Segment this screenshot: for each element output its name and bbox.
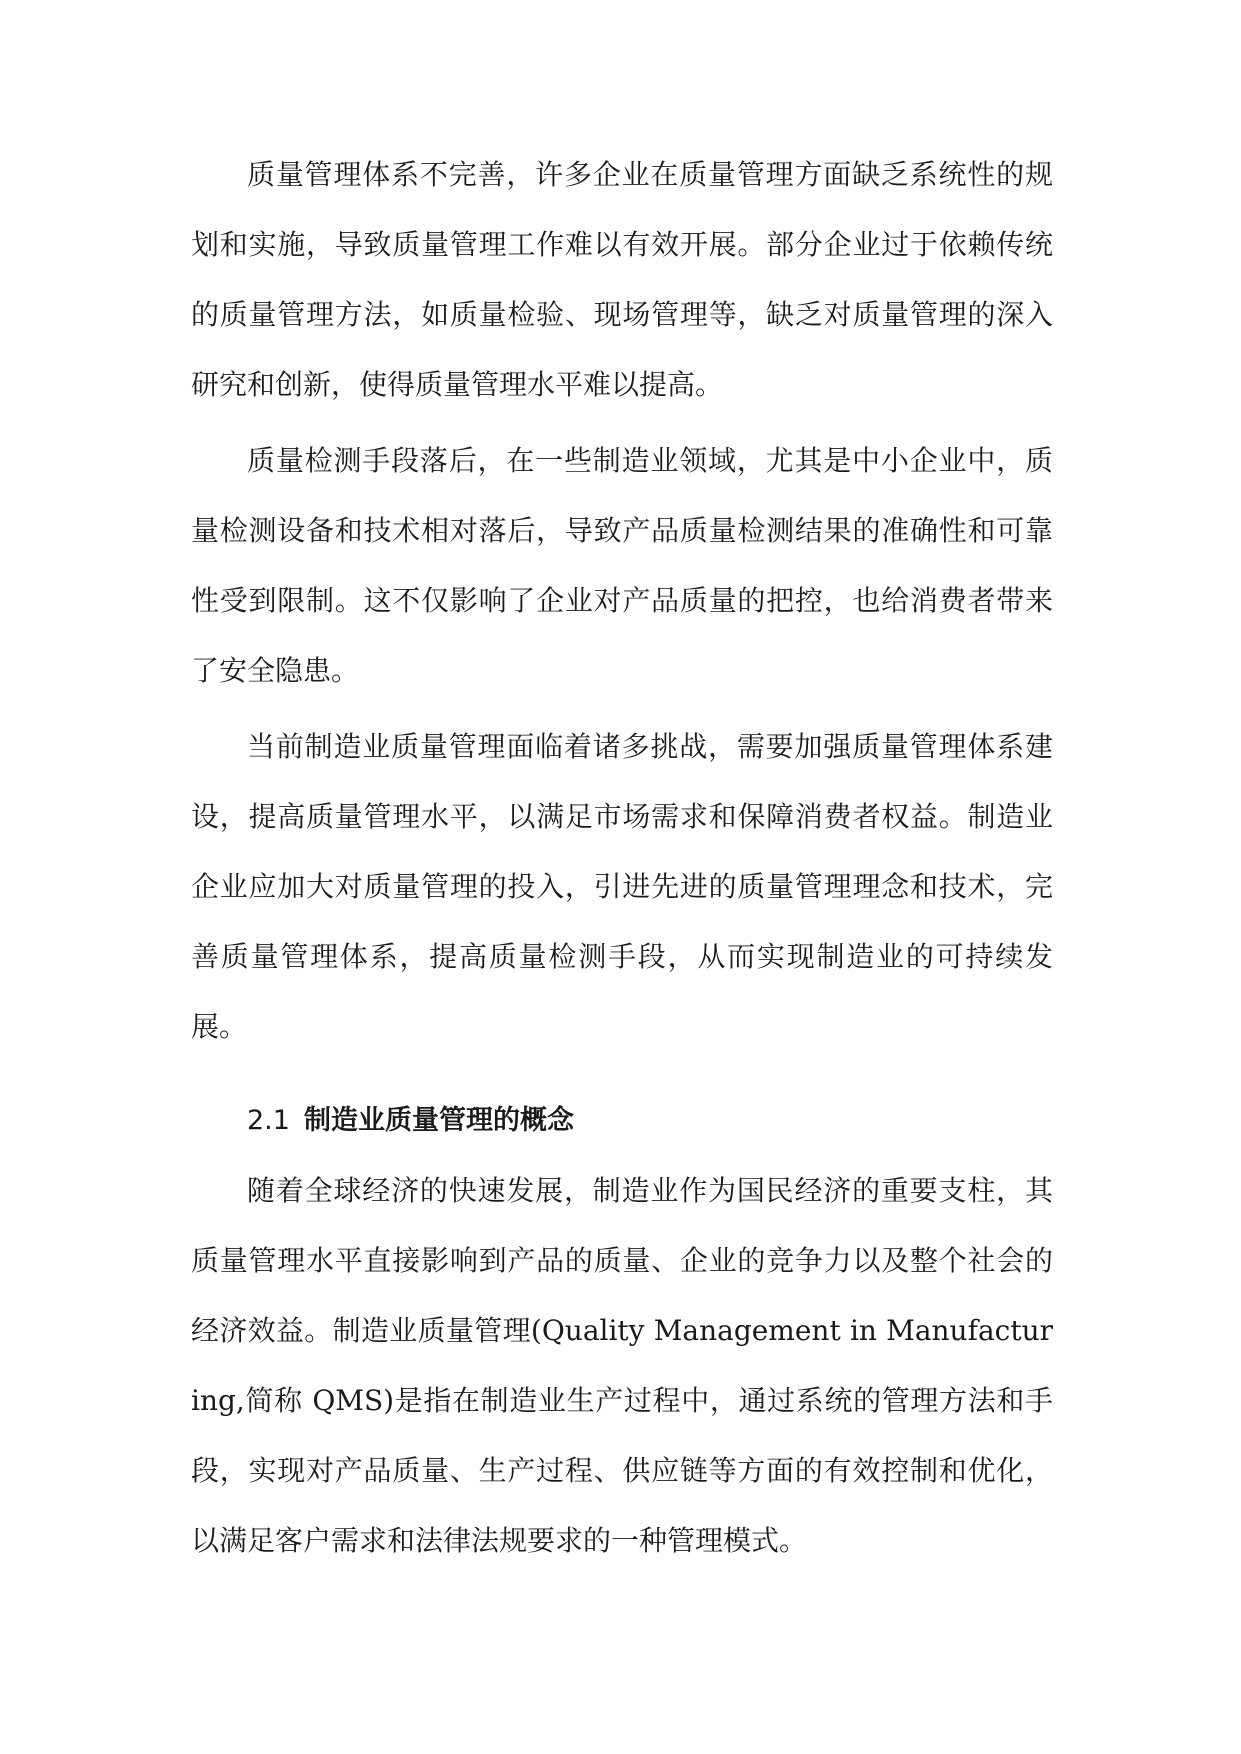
section-heading xyxy=(191,1086,1053,1156)
section-title: 制造业质量管理的概念 xyxy=(303,1105,574,1136)
paragraph-quality-system: 质量管理体系不完善，许多企业在质量管理方面缺乏系统性的规划和实施，导致质量管理工作难以有效开展。部分企业过于依赖传统的质量管理方法，如质量检验、现场管理等，缺乏对质量管理的深入研究和创新，使得质量管理水平难以提高。 xyxy=(191,158,1053,401)
paragraph-challenges-summary: 当前制造业质量管理面临着诸多挑战，需要加强质量管理体系建设，提高质量管理水平，以满足市场需求和保障消费者权益。制造业企业应加大对质量管理的投入，引进先进的质量管理理念和技术，完善质量管理体系，提高质量检测手段，从而实现制造业的可持续发展。 xyxy=(191,730,1053,1043)
document-body xyxy=(191,140,1053,1582)
paragraph-inspection-methods: 质量检测手段落后，在一些制造业领域，尤其是中小企业中，质量检测设备和技术相对落后，导致产品质量检测结果的准确性和可靠性受到限制。这不仅影响了企业对产品质量的把控，也给消费者带来了安全隐患。 xyxy=(191,444,1053,687)
paragraph-qms-concept: 随着全球经济的快速发展，制造业作为国民经济的重要支柱，其质量管理水平直接影响到产品的质量、企业的竞争力以及整个社会的经济效益。制造业质量管理(Quality Management in Manufacturing,简称 QMS)是指在制造业生产过程中，通过系统的管理方法和手段，实现对产品质量、生产过程、供应链等方面的有效控制和优化，以满足客户需求和法律法规要求的一种管理模式。 xyxy=(191,1174,1053,1557)
section-number: 2.1 xyxy=(247,1105,290,1136)
